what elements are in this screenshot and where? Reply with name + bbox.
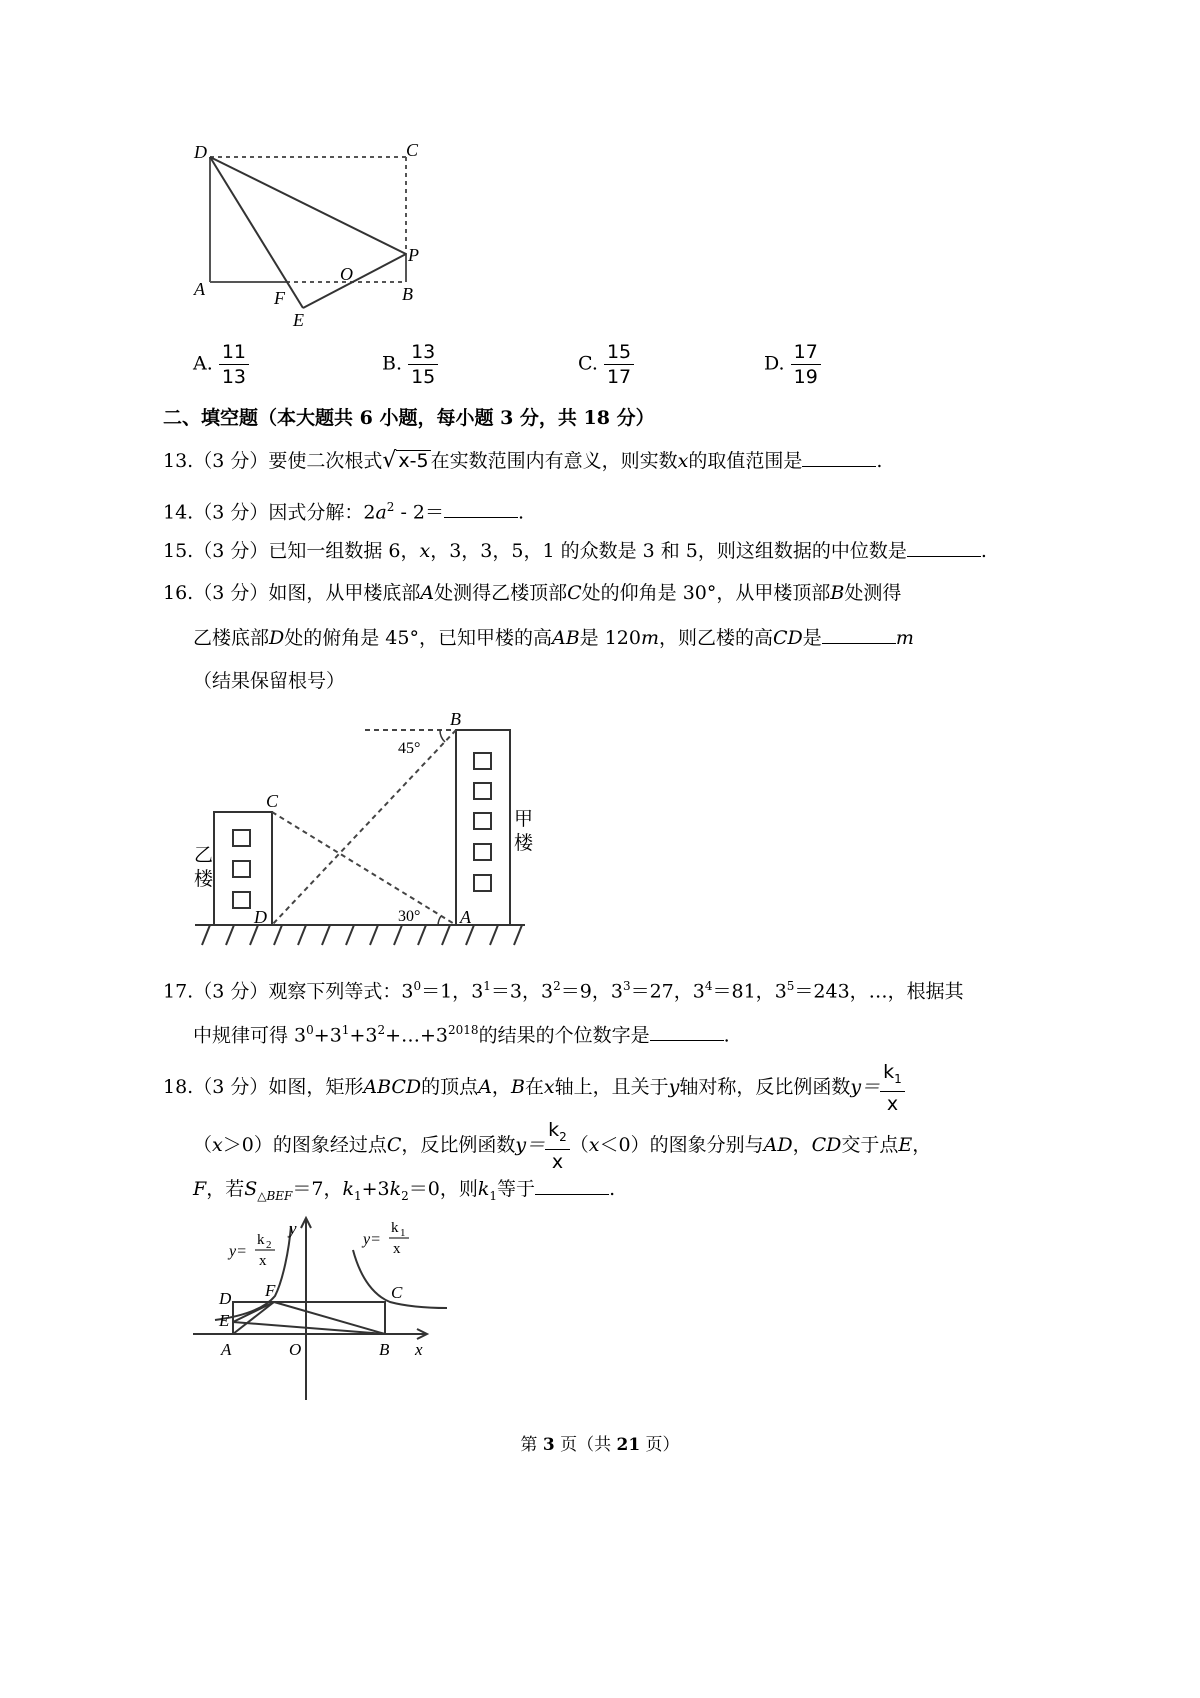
answer-blank[interactable]: [535, 1176, 609, 1195]
window: [233, 892, 250, 908]
angle-arc-45: [440, 730, 445, 742]
figure-q18: [185, 1210, 455, 1410]
window: [233, 861, 250, 877]
label-B: B: [450, 709, 461, 729]
fraction-k1-over-x: $\frac{k_1}{x}$: [880, 1060, 905, 1116]
function-label-k1-den: x: [393, 1241, 401, 1257]
question-14: 14.（3 分）因式分解：$2a^2 - 2=$ .: [163, 500, 525, 524]
function-label-k2-sub: 2: [266, 1239, 272, 1251]
building-jia-label: 甲: [514, 809, 534, 830]
option-a[interactable]: [193, 340, 249, 389]
option-fraction: $\frac{15}{17}$: [604, 340, 634, 389]
label-D: D: [194, 142, 207, 162]
angle-45-label: 45°: [398, 740, 421, 757]
label-O: O: [340, 264, 353, 284]
answer-blank[interactable]: [822, 625, 896, 644]
window: [474, 753, 491, 769]
label-C: C: [266, 791, 279, 811]
question-17-line-1: 17.（3 分）观察下列等式：$3^0=1$，$3^1=3$，$3^2=9$，$3^3=27$，$3^4=81$，$3^5=243$，…，根据其: [163, 979, 964, 1003]
label-D: D: [219, 1289, 232, 1308]
function-label-k1-sub: 1: [400, 1227, 406, 1239]
figure-q12: [190, 140, 440, 340]
function-label-k2-den: x: [259, 1253, 267, 1269]
answer-blank[interactable]: [650, 1022, 724, 1041]
option-letter: A.: [193, 352, 213, 375]
function-label-k2: y=: [229, 1243, 247, 1260]
building-yi-label: 乙: [194, 845, 214, 866]
function-label-k1-num: k: [391, 1220, 399, 1236]
window: [474, 875, 491, 891]
radicand: x-5: [398, 450, 429, 472]
question-18-line-3: F，若$S_{\triangle BEF}=7$，$k_1+3k_2=0$，则$k_1$等于 .: [193, 1178, 616, 1203]
function-label-k1: y=: [363, 1231, 381, 1248]
option-letter: C.: [578, 352, 598, 375]
building-yi-label: 楼: [194, 869, 214, 890]
option-d[interactable]: [764, 340, 821, 389]
sight-line-BD: [272, 730, 456, 925]
label-E: E: [219, 1311, 230, 1330]
label-F: F: [274, 288, 285, 308]
question-16-line-1: 16.（3 分）如图，从甲楼底部A处测得乙楼顶部C处的仰角是 30°，从甲楼顶部B处测得: [163, 582, 902, 604]
label-B: B: [379, 1340, 390, 1359]
label-C: C: [391, 1283, 403, 1302]
label-A: A: [221, 1340, 232, 1359]
ground-hatching: [202, 925, 522, 945]
question-16-line-2: 乙楼底部D处的俯角是 45°，已知甲楼的高AB是 120m，则乙楼的高CD是 m: [193, 627, 914, 649]
option-b[interactable]: [382, 340, 438, 389]
label-B: B: [402, 284, 413, 304]
function-label-k2-num: k: [257, 1232, 265, 1248]
label-A: A: [460, 907, 471, 927]
label-y: y: [289, 1219, 297, 1238]
question-15: 15.（3 分）已知一组数据 6，x，3，3，5，1 的众数是 3 和 5，则这组数据的中位数是 .: [163, 540, 987, 562]
label-D: D: [254, 907, 267, 927]
option-fraction: $\frac{17}{19}$: [791, 340, 821, 389]
label-C: C: [406, 140, 419, 160]
window: [474, 783, 491, 799]
window: [474, 813, 491, 829]
option-letter: B.: [382, 352, 403, 375]
section-title: 二、填空题（本大题共 6 小题，每小题 3 分，共 18 分）: [163, 407, 655, 429]
window: [474, 844, 491, 860]
question-16-line-3: （结果保留根号）: [193, 670, 346, 692]
option-letter: D.: [764, 352, 785, 375]
rectangle-ABCD: [233, 1302, 385, 1334]
label-A: A: [194, 279, 205, 299]
window: [233, 830, 250, 846]
option-fraction: $\frac{11}{13}$: [219, 340, 249, 389]
label-x: x: [415, 1340, 423, 1359]
answer-blank[interactable]: [802, 448, 876, 467]
building-jia-label: 楼: [514, 833, 534, 854]
answer-blank[interactable]: [444, 499, 518, 518]
option-fraction: $\frac{13}{15}$: [408, 340, 438, 389]
building-jia: [456, 730, 510, 925]
answer-blank[interactable]: [907, 538, 981, 557]
figure-q16: [190, 705, 540, 955]
angle-arc-30: [438, 916, 441, 925]
option-c[interactable]: [578, 340, 634, 389]
question-18-line-1: 18.（3 分）如图，矩形ABCD的顶点A，B在x轴上，且关于y轴对称，反比例函数y＝ $\frac{k_1}{x}$: [163, 1060, 905, 1116]
label-F: F: [265, 1281, 276, 1300]
angle-30-label: 30°: [398, 908, 421, 925]
question-18-line-2: （x＞0）的图象经过点C，反比例函数y＝ $\frac{k_2}{x}$ （x＜0）的图象分别与AD，CD交于点E，: [193, 1119, 932, 1173]
label-P: P: [408, 245, 419, 265]
question-13: 13.（3 分）要使二次根式√ x-5 在实数范围内有意义，则实数x的取值范围是 .: [163, 448, 883, 473]
label-E: E: [293, 310, 304, 330]
page-footer: 第 3 页（共 21 页）: [520, 1435, 680, 1455]
label-O: O: [289, 1340, 302, 1359]
question-17-line-2: 中规律可得 $3^0+3^1+3^2+\dots+3^{2018}$的结果的个位数字是 .: [193, 1023, 730, 1047]
fraction-k2-over-x: $\frac{k_2}{x}$: [545, 1118, 570, 1174]
